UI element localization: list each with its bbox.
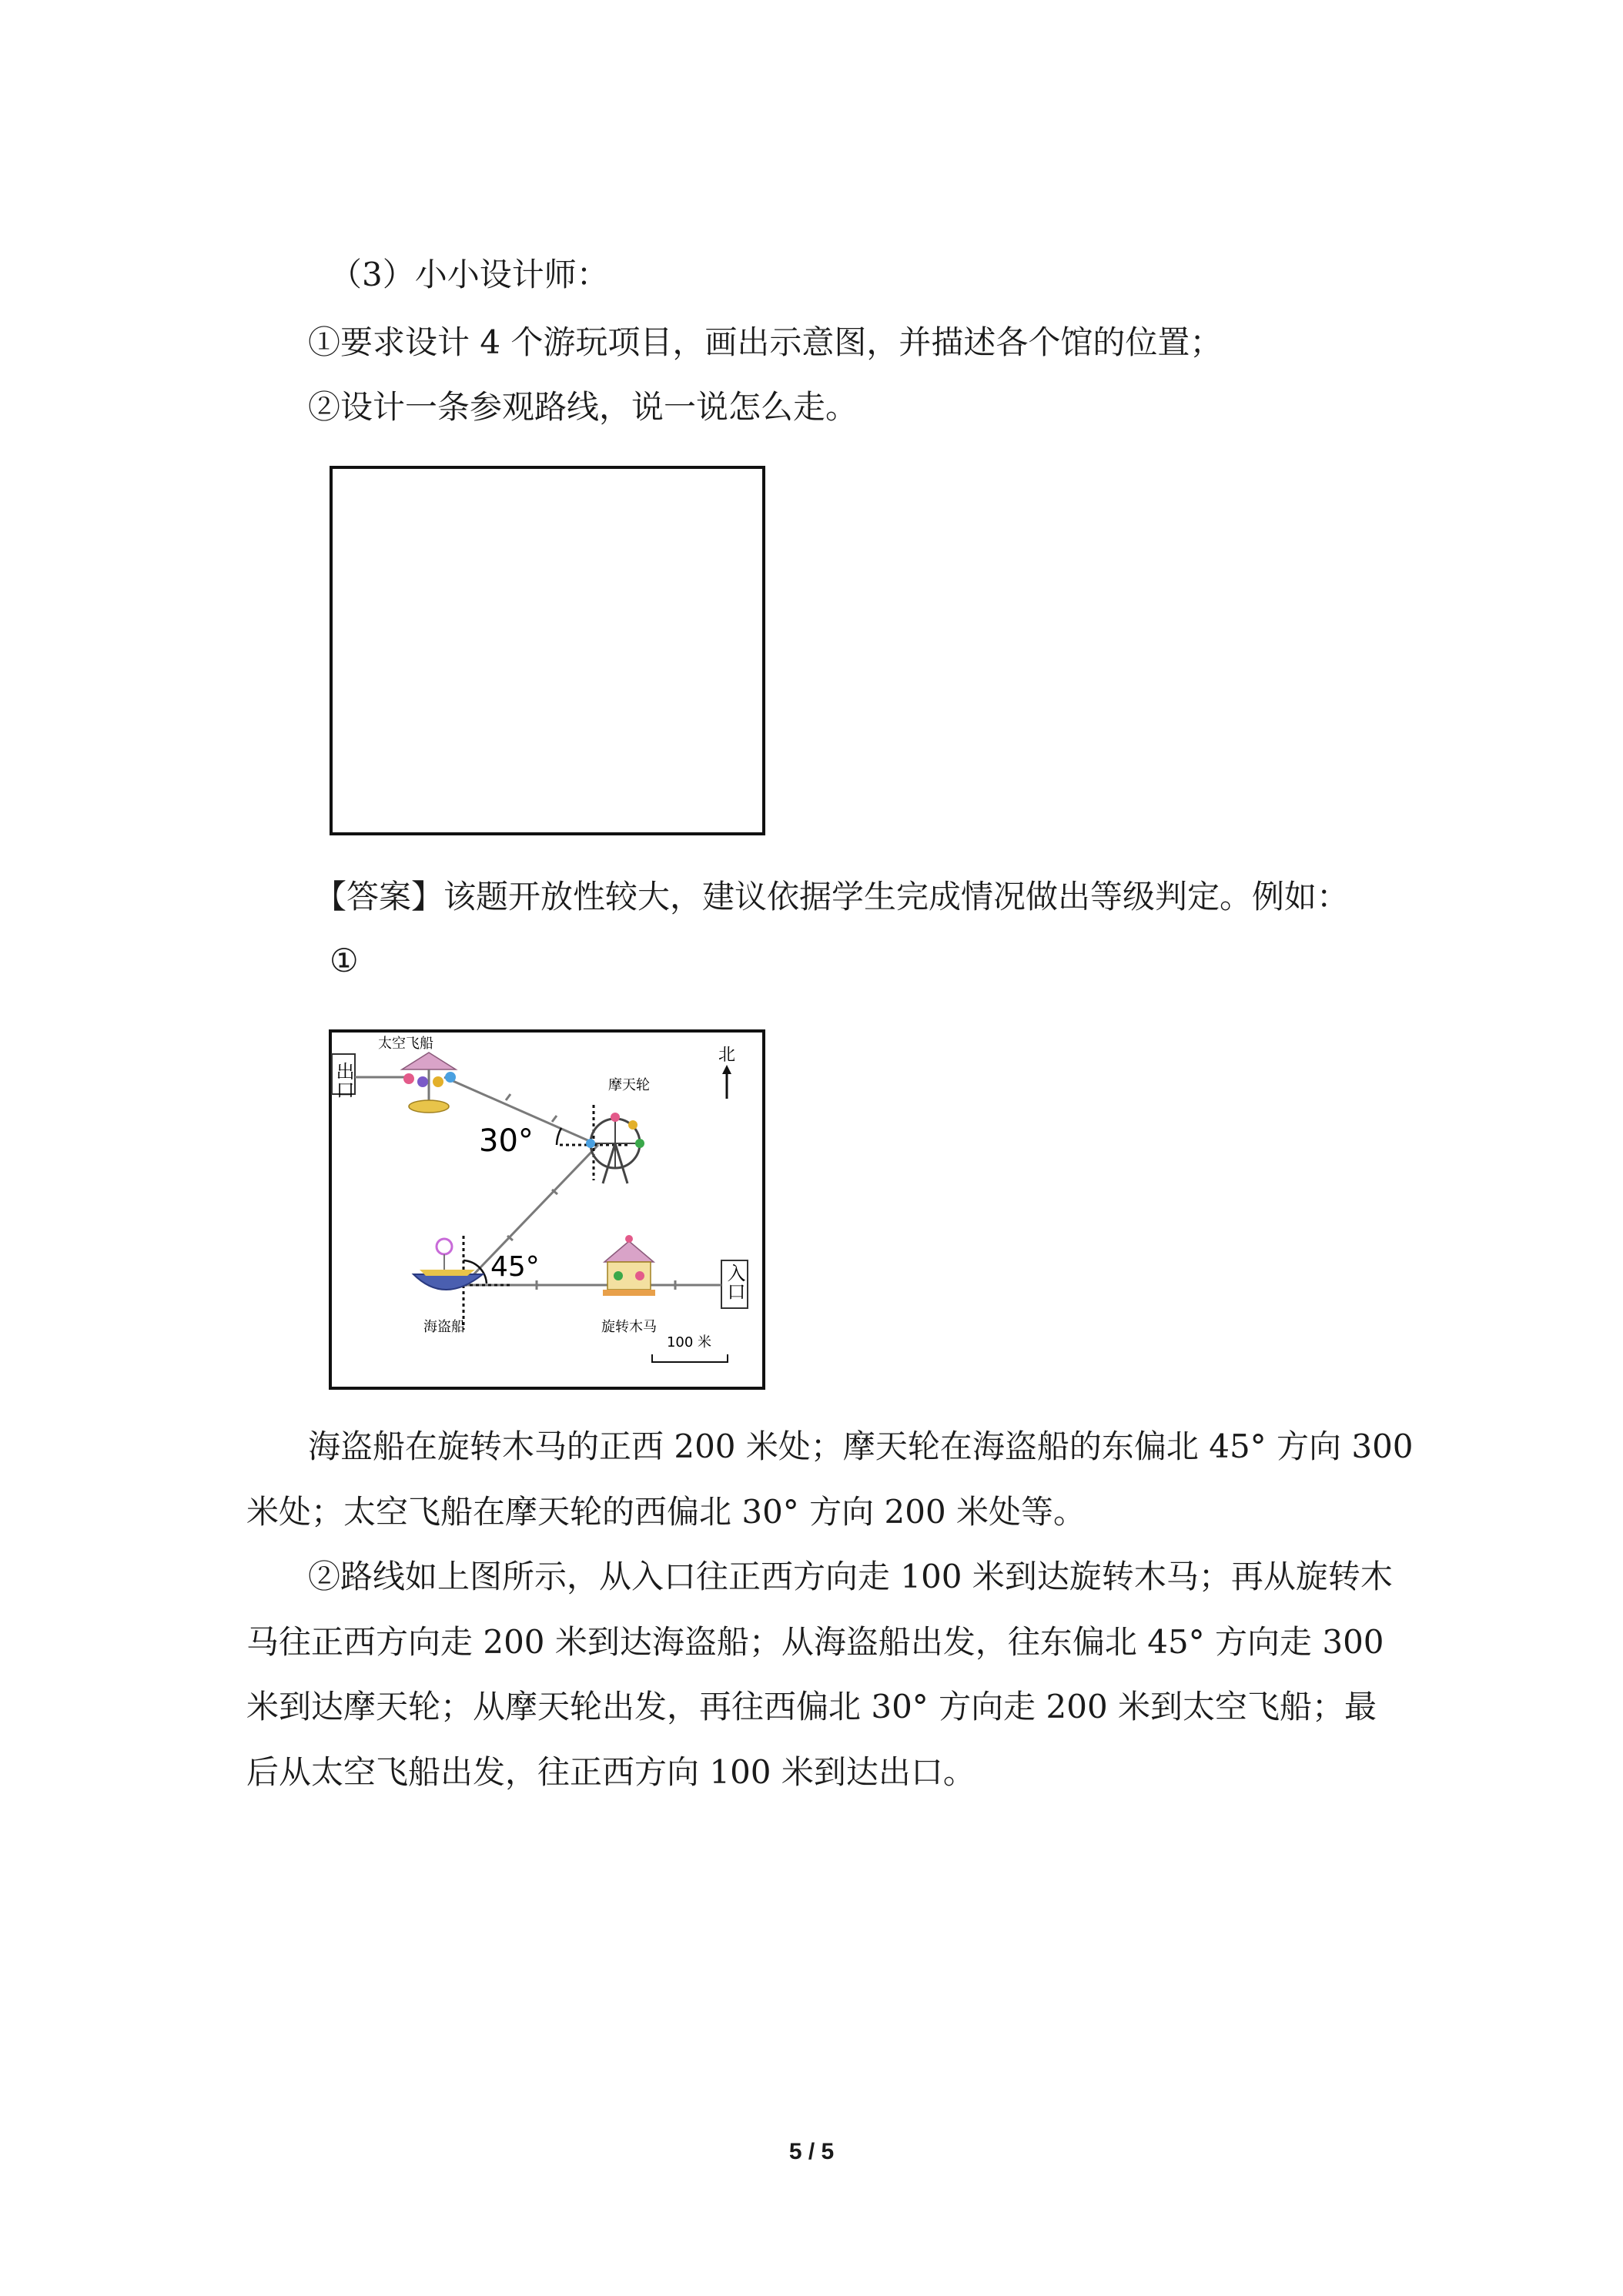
- design-drawing-box: [330, 466, 765, 835]
- space-ship-label: 太空飞船: [378, 1036, 433, 1052]
- carousel-label: 旋转木马: [601, 1319, 657, 1335]
- pirate-ship-label: 海盗船: [423, 1319, 465, 1335]
- answer-route-line-3: 米到达摩天轮；从摩天轮出发，再往西偏北 30° 方向走 200 米到太空飞船；最: [246, 1688, 1377, 1725]
- amusement-park-map: [329, 1029, 765, 1390]
- question-heading: （3）小小设计师：: [330, 256, 609, 293]
- answer-route-line-2: 马往正西方向走 200 米到达海盗船；从海盗船出发，往东偏北 45° 方向走 300: [246, 1623, 1384, 1661]
- exit-box: [332, 1054, 355, 1099]
- answer-marker-1: ①: [330, 942, 359, 979]
- answer-route-line-1: ②路线如上图所示，从入口往正西方向走 100 米到达旋转木马；再从旋转木: [308, 1558, 1393, 1595]
- entrance-box: [721, 1260, 748, 1308]
- entrance-label: 入口: [724, 1263, 745, 1300]
- ferris-wheel-label: 摩天轮: [608, 1077, 650, 1093]
- exit-label: 出口: [333, 1062, 354, 1099]
- page-number: 5 / 5: [788, 2139, 835, 2164]
- question-requirement-1: ①要求设计 4 个游玩项目，画出示意图，并描述各个馆的位置；: [308, 323, 1223, 361]
- scale-label: 100 米: [666, 1334, 712, 1350]
- answer-description-line-2: 米处；太空飞船在摩天轮的西偏北 30° 方向 200 米处等。: [246, 1493, 1086, 1531]
- question-requirement-2: ②设计一条参观路线，说一说怎么走。: [308, 388, 858, 426]
- answer-intro: 【答案】该题开放性较大，建议依据学生完成情况做出等级判定。例如：: [314, 878, 1350, 915]
- angle-30-label: 30°: [479, 1123, 534, 1159]
- answer-description-line-1: 海盗船在旋转木马的正西 200 米处；摩天轮在海盗船的东偏北 45° 方向 300: [308, 1427, 1414, 1465]
- angle-45-label: 45°: [490, 1251, 540, 1283]
- answer-route-line-4: 后从太空飞船出发，往正西方向 100 米到达出口。: [246, 1753, 975, 1791]
- north-label: 北: [718, 1046, 736, 1065]
